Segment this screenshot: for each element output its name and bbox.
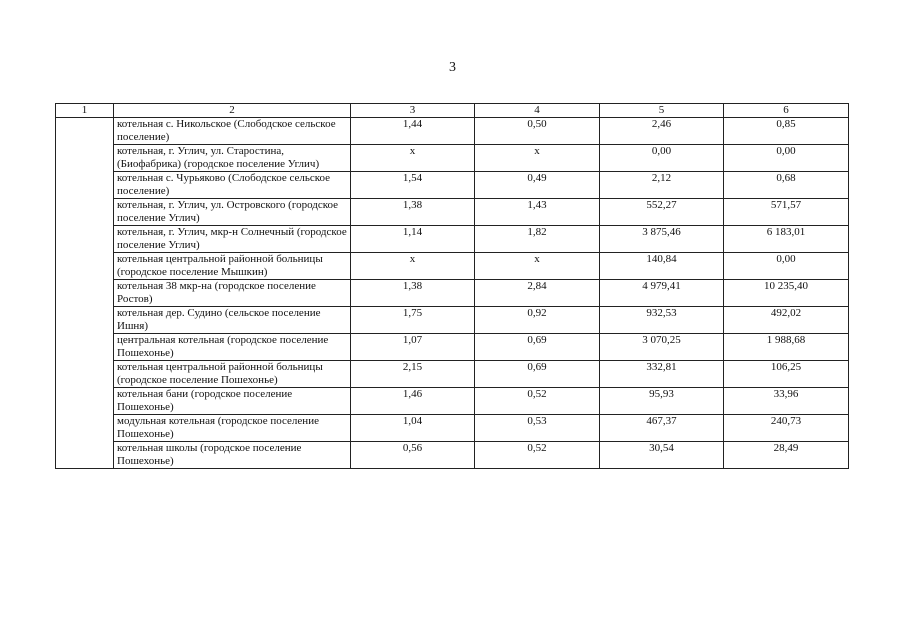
value-cell-col4: 0,69 — [475, 361, 600, 388]
value-cell-col4: 0,92 — [475, 307, 600, 334]
data-table — [55, 103, 849, 469]
header-row — [56, 104, 849, 118]
boiler-name-cell: центральная котельная (городское поселение Пошехонье) — [114, 334, 351, 361]
value-cell-col4: 1,82 — [475, 226, 600, 253]
value-cell-col4: 0,49 — [475, 172, 600, 199]
value-cell-col5: 4 979,41 — [600, 280, 724, 307]
value-cell-col5: 552,27 — [600, 199, 724, 226]
value-cell-col6: 28,49 — [724, 442, 849, 469]
value-cell-col6: 492,02 — [724, 307, 849, 334]
value-cell-col3: 1,14 — [351, 226, 475, 253]
value-cell-col5: 95,93 — [600, 388, 724, 415]
table-row — [56, 415, 849, 442]
table-row — [56, 361, 849, 388]
value-cell-col6: 0,00 — [724, 253, 849, 280]
boiler-name-cell: котельная с. Никольское (Слободское сельское поселение) — [114, 118, 351, 145]
boiler-name-cell: котельная, г. Углич, ул. Островского (городское поселение Углич) — [114, 199, 351, 226]
boiler-name-cell: котельная 38 мкр-на (городское поселение Ростов) — [114, 280, 351, 307]
boiler-name-cell: котельная, г. Углич, ул. Старостина, (Биофабрика) (городское поселение Углич) — [114, 145, 351, 172]
value-cell-col3: 2,15 — [351, 361, 475, 388]
table-body — [56, 118, 849, 469]
boiler-name-cell: котельная центральной районной больницы (городское поселение Пошехонье) — [114, 361, 351, 388]
boiler-name-cell: котельная центральной районной больницы (городское поселение Мышкин) — [114, 253, 351, 280]
header-cell-3: 3 — [351, 104, 475, 118]
value-cell-col4: 0,52 — [475, 442, 600, 469]
table-row — [56, 388, 849, 415]
header-cell-4: 4 — [475, 104, 600, 118]
value-cell-col3: 1,46 — [351, 388, 475, 415]
value-cell-col6: 33,96 — [724, 388, 849, 415]
table-row — [56, 145, 849, 172]
page-number: 3 — [449, 60, 456, 75]
value-cell-col5: 932,53 — [600, 307, 724, 334]
value-cell-col3: 1,38 — [351, 199, 475, 226]
value-cell-col6: 10 235,40 — [724, 280, 849, 307]
row-group-cell — [56, 118, 114, 469]
value-cell-col5: 3 070,25 — [600, 334, 724, 361]
value-cell-col5: 140,84 — [600, 253, 724, 280]
value-cell-col3: 1,07 — [351, 334, 475, 361]
table-row — [56, 172, 849, 199]
value-cell-col3: х — [351, 145, 475, 172]
value-cell-col6: 571,57 — [724, 199, 849, 226]
value-cell-col5: 3 875,46 — [600, 226, 724, 253]
value-cell-col4: 0,53 — [475, 415, 600, 442]
value-cell-col5: 467,37 — [600, 415, 724, 442]
header-cell-5: 5 — [600, 104, 724, 118]
value-cell-col6: 0,85 — [724, 118, 849, 145]
header-cell-6: 6 — [724, 104, 849, 118]
value-cell-col6: 0,68 — [724, 172, 849, 199]
table-row — [56, 253, 849, 280]
table-row — [56, 226, 849, 253]
value-cell-col4: 0,52 — [475, 388, 600, 415]
value-cell-col3: 1,04 — [351, 415, 475, 442]
boiler-name-cell: котельная школы (городское поселение Пошехонье) — [114, 442, 351, 469]
header-cell-1: 1 — [56, 104, 114, 118]
table-row — [56, 334, 849, 361]
value-cell-col5: 2,46 — [600, 118, 724, 145]
value-cell-col5: 30,54 — [600, 442, 724, 469]
table-row — [56, 118, 849, 145]
value-cell-col4: 1,43 — [475, 199, 600, 226]
boiler-name-cell: котельная дер. Судино (сельское поселение Ишня) — [114, 307, 351, 334]
value-cell-col3: 1,75 — [351, 307, 475, 334]
boiler-name-cell: котельная с. Чурьяково (Слободское сельское поселение) — [114, 172, 351, 199]
boiler-name-cell: котельная, г. Углич, мкр-н Солнечный (городское поселение Углич) — [114, 226, 351, 253]
value-cell-col4: 0,69 — [475, 334, 600, 361]
value-cell-col3: 1,38 — [351, 280, 475, 307]
value-cell-col4: 0,50 — [475, 118, 600, 145]
value-cell-col6: 6 183,01 — [724, 226, 849, 253]
value-cell-col5: 2,12 — [600, 172, 724, 199]
value-cell-col4: х — [475, 145, 600, 172]
value-cell-col3: 1,44 — [351, 118, 475, 145]
table-row — [56, 199, 849, 226]
header-cell-2: 2 — [114, 104, 351, 118]
value-cell-col3: 1,54 — [351, 172, 475, 199]
value-cell-col3: х — [351, 253, 475, 280]
value-cell-col3: 0,56 — [351, 442, 475, 469]
boiler-name-cell: котельная бани (городское поселение Пошехонье) — [114, 388, 351, 415]
value-cell-col4: х — [475, 253, 600, 280]
value-cell-col5: 0,00 — [600, 145, 724, 172]
value-cell-col6: 1 988,68 — [724, 334, 849, 361]
value-cell-col6: 240,73 — [724, 415, 849, 442]
value-cell-col6: 106,25 — [724, 361, 849, 388]
table-row — [56, 280, 849, 307]
table-row — [56, 307, 849, 334]
boiler-name-cell: модульная котельная (городское поселение Пошехонье) — [114, 415, 351, 442]
table-row — [56, 442, 849, 469]
value-cell-col5: 332,81 — [600, 361, 724, 388]
value-cell-col6: 0,00 — [724, 145, 849, 172]
value-cell-col4: 2,84 — [475, 280, 600, 307]
